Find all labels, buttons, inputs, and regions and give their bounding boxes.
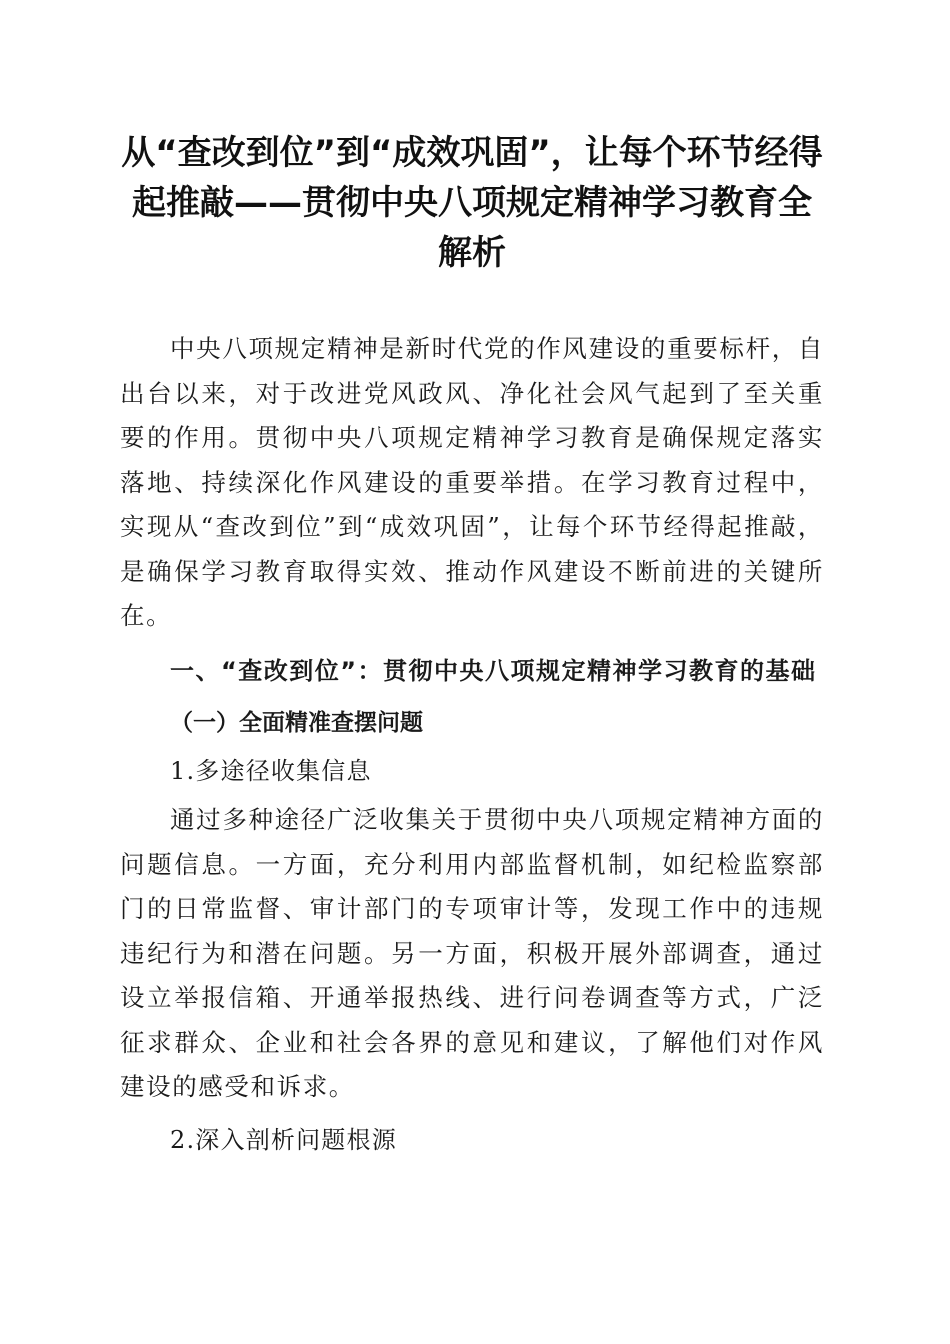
item-1-paragraph: 通过多种途径广泛收集关于贯彻中央八项规定精神方面的问题信息。一方面，充分利用内部监督机制，如纪检监察部门的日常监督、审计部门的专项审计等，发现工作中的违规违纪行为和潜在问题。另一方面，积极开展外部调查，通过设立举报信箱、开通举报热线、进行问卷调查等方式，广泛征求群众、企业和社会各界的意见和建议，了解他们对作风建设的感受和诉求。 [120,805,824,1101]
item-heading-1: 1.多途径收集信息 [170,756,372,785]
subsection-heading-1: （一）全面精准查摆问题 [170,710,423,736]
section-heading-1: 一、“查改到位”：贯彻中央八项规定精神学习教育的基础 [170,656,817,685]
document-page [120,128,824,1162]
document-body [120,327,824,1162]
intro-paragraph: 中央八项规定精神是新时代党的作风建设的重要标杆，自出台以来，对于改进党风政风、净化社会风气起到了至关重要的作用。贯彻中央八项规定精神学习教育是确保规定落实落地、持续深化作风建设的重要举措。在学习教育过程中，实现从“查改到位”到“成效巩固”，让每个环节经得起推敲，是确保学习教育取得实效、推动作风建设不断前进的关键所在。 [120,334,824,630]
document-title: 从“查改到位”到“成效巩固”，让每个环节经得起推敲——贯彻中央八项规定精神学习教育全解析 [121,133,823,273]
item-heading-2: 2.深入剖析问题根源 [170,1125,397,1154]
